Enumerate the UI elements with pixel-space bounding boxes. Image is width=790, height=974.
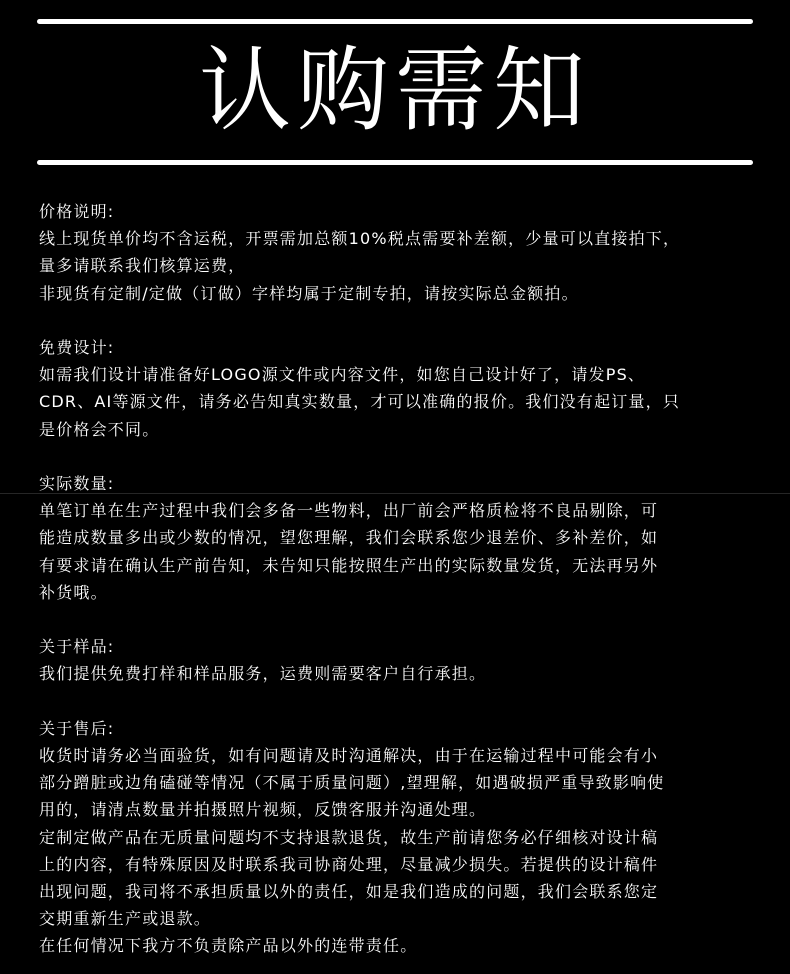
section-heading: 实际数量: [39, 474, 115, 493]
section-line: 如需我们设计请准备好LOGO源文件或内容文件，如您自己设计好了，请发PS、 [39, 365, 646, 385]
section-line: 单笔订单在生产过程中我们会多备一些物料，出厂前会严格质检将不良品剔除，可 [39, 501, 659, 521]
title-bottom-rule [37, 160, 753, 165]
title-top-rule [37, 19, 753, 24]
section-line: 补货哦。 [39, 582, 108, 602]
section-samples [39, 633, 764, 687]
section-line: 在任何情况下我方不负责除产品以外的连带责任。 [39, 936, 418, 956]
section-line: 上的内容，有特殊原因及时联系我司协商处理，尽量减少损失。若提供的设计稿件 [39, 854, 659, 874]
section-line: 我们提供免费打样和样品服务，运费则需要客户自行承担。 [39, 664, 487, 684]
section-heading: 价格说明: [39, 202, 115, 221]
section-line: 收货时请务必当面验货，如有问题请及时沟通解决，由于在运输过程中可能会有小 [39, 746, 659, 765]
section-line: CDR、AI等源文件，请务必告知真实数量，才可以准确的报价。我们没有起订量，只 [39, 392, 681, 412]
section-heading: 免费设计: [39, 338, 115, 357]
section-line: 量多请联系我们核算运费， [39, 256, 246, 276]
section-free-design [39, 334, 764, 443]
section-line: 线上现货单价均不含运税，开票需加总额10%税点需要补差额，少量可以直接拍下， [39, 229, 681, 249]
section-actual-quantity [39, 470, 764, 606]
page-title: 认购需知 [198, 37, 591, 144]
section-heading: 关于样品: [39, 637, 115, 657]
section-line: 能造成数量多出或少数的情况，望您理解，我们会联系您少退差价、多补差价，如 [39, 528, 659, 548]
section-line: 是价格会不同。 [39, 419, 160, 439]
section-after-sales [39, 715, 764, 960]
section-line: 定制定做产品在无质量问题均不支持退款退货，故生产前请您务必仔细核对设计稿 [39, 827, 659, 847]
section-line: 部分蹭脏或边角磕碰等情况（不属于质量问题）,望理解，如遇破损严重导致影响使 [39, 773, 665, 793]
section-line: 用的，请清点数量并拍摄照片视频，反馈客服并沟通处理。 [39, 800, 487, 820]
section-line: 出现问题，我司将不承担质量以外的责任，如是我们造成的问题，我们会联系您定 [39, 882, 659, 902]
section-line: 有要求请在确认生产前告知，未告知只能按照生产出的实际数量发货，无法再另外 [39, 555, 659, 575]
section-line: 非现货有定制/定做（订做）字样均属于定制专拍，请按实际总金额拍。 [39, 283, 579, 303]
section-line: 交期重新生产或退款。 [39, 909, 212, 929]
section-heading: 关于售后: [39, 718, 115, 738]
notice-content [39, 198, 764, 960]
section-price [39, 198, 764, 307]
